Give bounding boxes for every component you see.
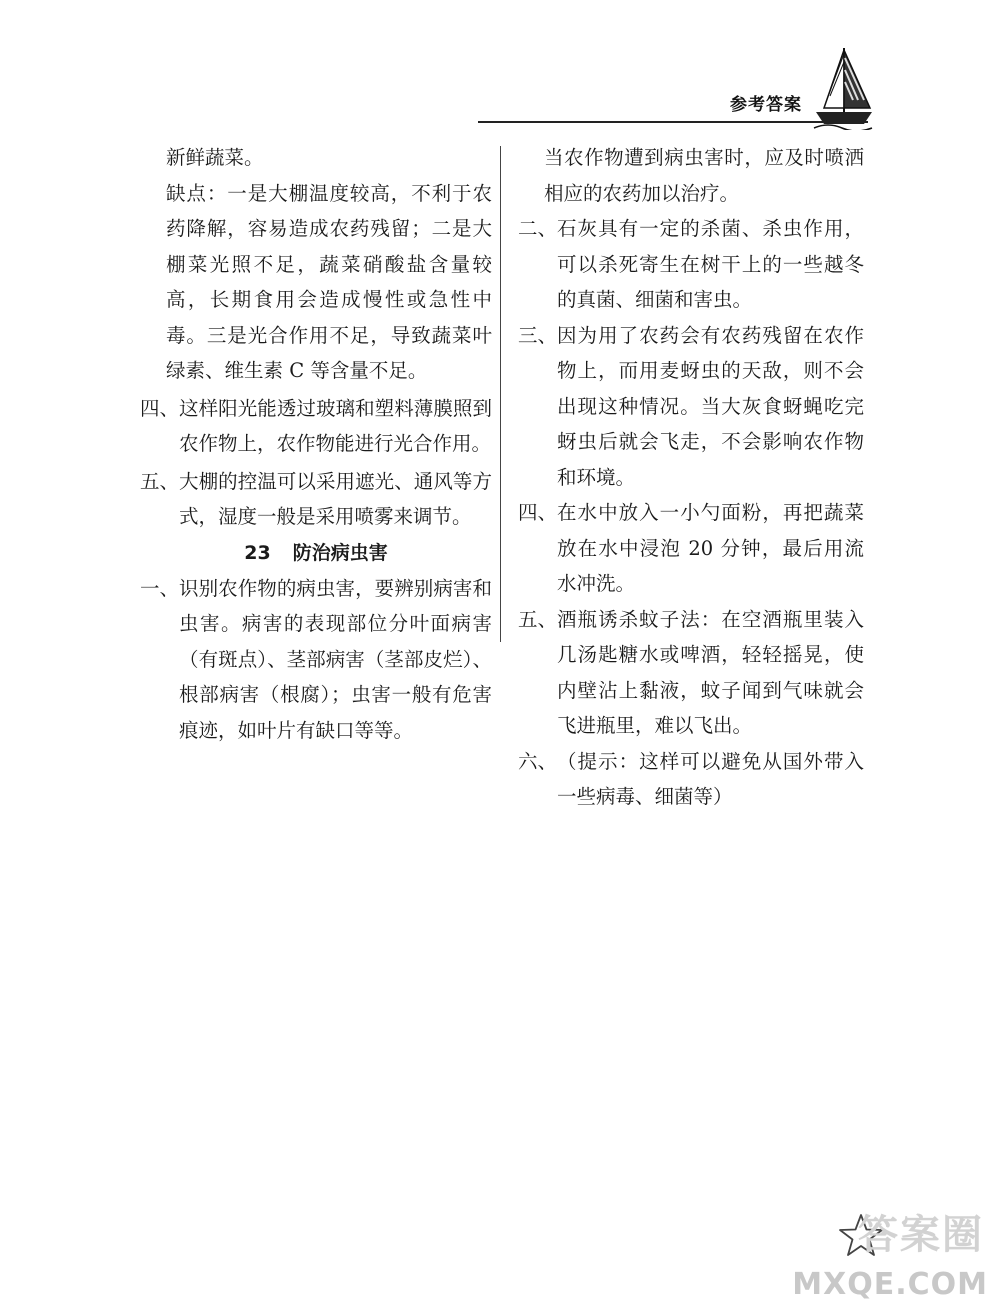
item-text: 这样阳光能透过玻璃和塑料薄膜照到农作物上，农作物能进行光合作用。 (179, 396, 492, 455)
item-number: 五、 (518, 607, 558, 631)
answer-item-6 (518, 744, 864, 815)
item-number: 三、 (518, 323, 558, 347)
item-number: 四、 (140, 396, 180, 420)
section-number: 23 (244, 541, 271, 564)
answer-item-3 (518, 318, 864, 496)
drawbacks-paragraph: 缺点：一是大棚温度较高，不利于农药降解，容易造成农药残留；二是大棚菜光照不足，蔬菜硝酸盐含量较高，长期食用会造成慢性或急性中毒。三是光合作用不足，导致蔬菜叶绿素、维生素 C 等含量不足。 (166, 181, 492, 382)
section-title: 防治病虫害 (292, 541, 388, 564)
section-answer-item-1 (140, 571, 492, 749)
item-text: 大棚的控温可以采用遮光、通风等方式，湿度一般是采用喷雾来调节。 (179, 469, 492, 528)
item-number: 一、 (140, 576, 180, 600)
item-text: 因为用了农药会有农药残留在农作物上，而用麦蚜虫的天敌，则不会出现这种情况。当大灰食蚜蝇吃完蚜虫后就会飞走，不会影响农作物和环境。 (557, 323, 864, 489)
item-text: 识别农作物的病虫害，要辨别病害和虫害。病害的表现部位分叶面病害（有斑点）、茎部病害（茎部皮烂）、根部病害（根腐）；虫害一般有危害痕迹，如叶片有缺口等等。 (179, 576, 492, 742)
watermark (792, 1208, 992, 1308)
intro-line: 新鲜蔬菜。 (166, 146, 264, 169)
answer-item-5 (518, 602, 864, 744)
answer-item-5 (140, 464, 492, 535)
item-number: 六、 (518, 749, 558, 773)
header-title: 参考答案 (730, 95, 802, 115)
watermark-site: MXQE.COM (792, 1267, 988, 1302)
item-text: 在水中放入一小勺面粉，再把蔬菜放在水中浸泡 20 分钟，最后用流水冲洗。 (557, 501, 864, 595)
sailboat-icon (812, 46, 874, 130)
item-number: 五、 (140, 469, 180, 493)
column-divider (500, 146, 501, 642)
item-number: 二、 (518, 217, 558, 240)
watermark-chinese: 答案圈 (858, 1212, 984, 1258)
answer-item-2 (518, 211, 864, 318)
right-column (518, 140, 864, 815)
item-text: 石灰具有一定的杀菌、杀虫作用，可以杀死寄生在树干上的一些越冬的真菌、细菌和害虫。 (557, 217, 864, 311)
left-column (140, 140, 492, 748)
item-text: （提示：这样可以避免从国外带入一些病毒、细菌等） (557, 749, 864, 808)
header-rule (478, 121, 868, 123)
answer-item-4 (518, 495, 864, 602)
section-heading (140, 535, 492, 571)
continuation-paragraph: 当农作物遭到病虫害时，应及时喷洒相应的农药加以治疗。 (544, 146, 864, 205)
answer-item-4 (140, 391, 492, 462)
item-text: 酒瓶诱杀蚊子法：在空酒瓶里装入几汤匙糖水或啤酒，轻轻摇晃，使内壁沾上黏液，蚊子闻到气味就会飞进瓶里，难以飞出。 (557, 607, 864, 737)
item-number: 四、 (518, 501, 558, 524)
